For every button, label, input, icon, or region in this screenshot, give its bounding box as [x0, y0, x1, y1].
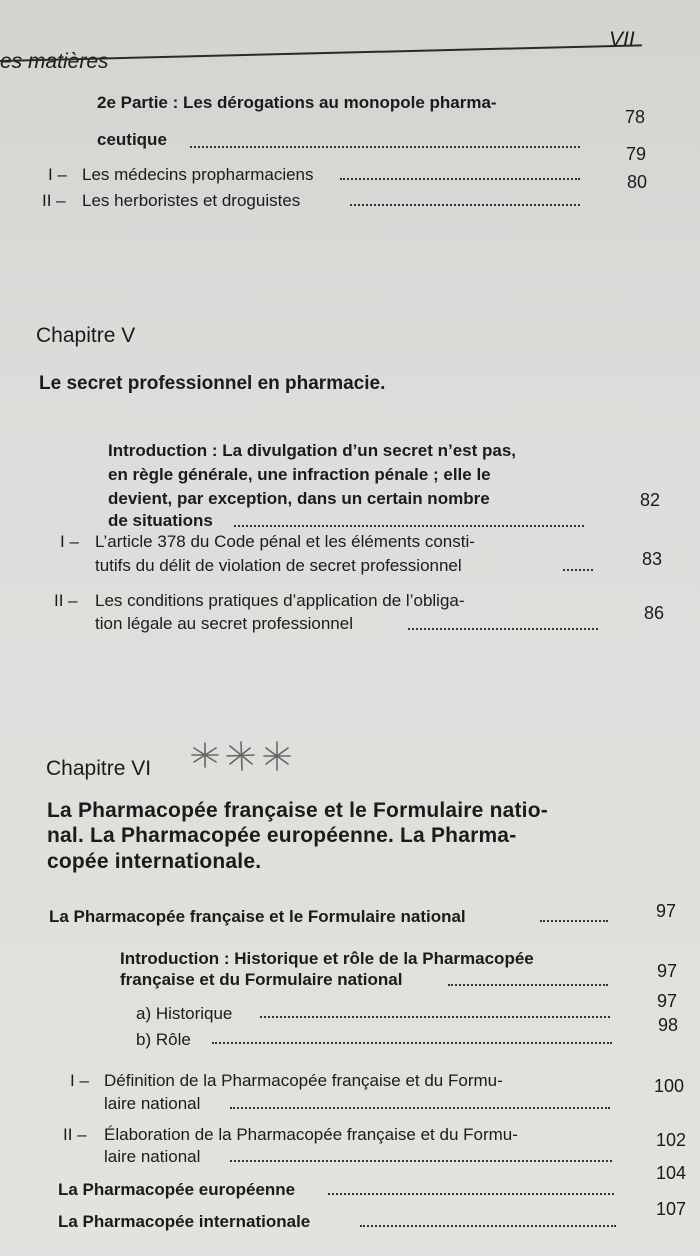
intro-line1: Introduction : Historique et rôle de la Pharmacopée: [120, 949, 534, 968]
chapter-label: Chapitre VI: [46, 757, 152, 780]
intro-line3: devient, par exception, dans un certain nombre: [108, 489, 490, 508]
intro-line2: française et du Formulaire national: [120, 970, 403, 989]
leader-dots: [260, 1016, 610, 1018]
toc-entry-line2: laire national: [104, 1147, 201, 1166]
leader-dots: [212, 1042, 612, 1044]
section-title: La Pharmacopée française et le Formulaire national: [49, 907, 466, 926]
handwritten-asterisks-icon: [190, 740, 300, 774]
item-prefix: II –: [54, 591, 78, 610]
page-ref: 98: [657, 1015, 678, 1035]
page-ref: 78: [624, 107, 645, 127]
toc-entry-line1: Définition de la Pharmacopée française et du Formu-: [104, 1071, 503, 1090]
page-ref: 83: [641, 549, 662, 569]
page-ref: 100: [653, 1076, 684, 1096]
page-number: VII: [609, 28, 635, 51]
item-prefix: I –: [60, 532, 79, 551]
chapter-title-line3: copée internationale.: [47, 850, 262, 873]
part-title-line2: ceutique: [97, 130, 167, 149]
section-title: La Pharmacopée européenne: [58, 1180, 296, 1199]
toc-entry-line1: L’article 378 du Code pénal et les éléments consti-: [95, 532, 475, 551]
page-ref: 102: [655, 1130, 686, 1150]
toc-entry-line2: laire national: [104, 1094, 201, 1113]
page-ref: 86: [643, 603, 664, 623]
item-prefix: II –: [63, 1125, 87, 1144]
leader-dots: [230, 1107, 610, 1109]
toc-entry-line2: tion légale au secret professionnel: [95, 614, 353, 633]
leader-dots: [190, 146, 580, 148]
page-ref: 80: [626, 172, 647, 192]
leader-dots: [340, 178, 580, 180]
subitem: a) Historique: [136, 1004, 233, 1023]
item-prefix: I –: [70, 1071, 89, 1090]
subitem: b) Rôle: [136, 1030, 191, 1049]
running-header: es matières: [0, 50, 109, 73]
page-ref: 97: [656, 961, 677, 981]
page-ref: 97: [656, 991, 677, 1011]
page-ref: 107: [655, 1199, 686, 1219]
toc-entry-line1: Élaboration de la Pharmacopée française et du Formu-: [104, 1125, 518, 1144]
chapter-title-line1: La Pharmacopée française et le Formulaire natio-: [47, 799, 548, 822]
leader-dots: [408, 628, 598, 630]
chapter-title-line2: nal. La Pharmacopée européenne. La Pharma-: [47, 824, 517, 847]
chapter-label: Chapitre V: [36, 324, 136, 347]
intro-line1: Introduction : La divulgation d’un secret n’est pas,: [108, 441, 517, 460]
toc-entry: Les herboristes et droguistes: [82, 191, 301, 210]
toc-entry-line1: Les conditions pratiques d’application de l’obliga-: [95, 591, 465, 610]
section-title: La Pharmacopée internationale: [58, 1212, 311, 1231]
page-ref: 79: [625, 144, 646, 164]
leader-dots: [563, 569, 593, 571]
part-title-line1: 2e Partie : Les dérogations au monopole pharma-: [97, 93, 497, 112]
toc-entry: Les médecins propharmaciens: [82, 165, 314, 184]
page-ref: 104: [655, 1163, 686, 1183]
leader-dots: [360, 1225, 616, 1227]
toc-entry-line2: tutifs du délit de violation de secret professionnel: [95, 556, 462, 575]
leader-dots: [230, 1160, 612, 1162]
leader-dots: [540, 920, 608, 922]
page-ref: 82: [639, 490, 660, 510]
leader-dots: [448, 984, 608, 986]
intro-line2: en règle générale, une infraction pénale ; elle le: [108, 465, 491, 484]
page-ref: 97: [655, 901, 676, 921]
chapter-title: Le secret professionnel en pharmacie.: [39, 373, 386, 394]
item-prefix: II –: [42, 191, 66, 210]
leader-dots: [350, 204, 580, 206]
intro-line4: de situations: [108, 511, 213, 530]
item-prefix: I –: [48, 165, 67, 184]
leader-dots: [328, 1193, 614, 1195]
leader-dots: [234, 525, 584, 527]
